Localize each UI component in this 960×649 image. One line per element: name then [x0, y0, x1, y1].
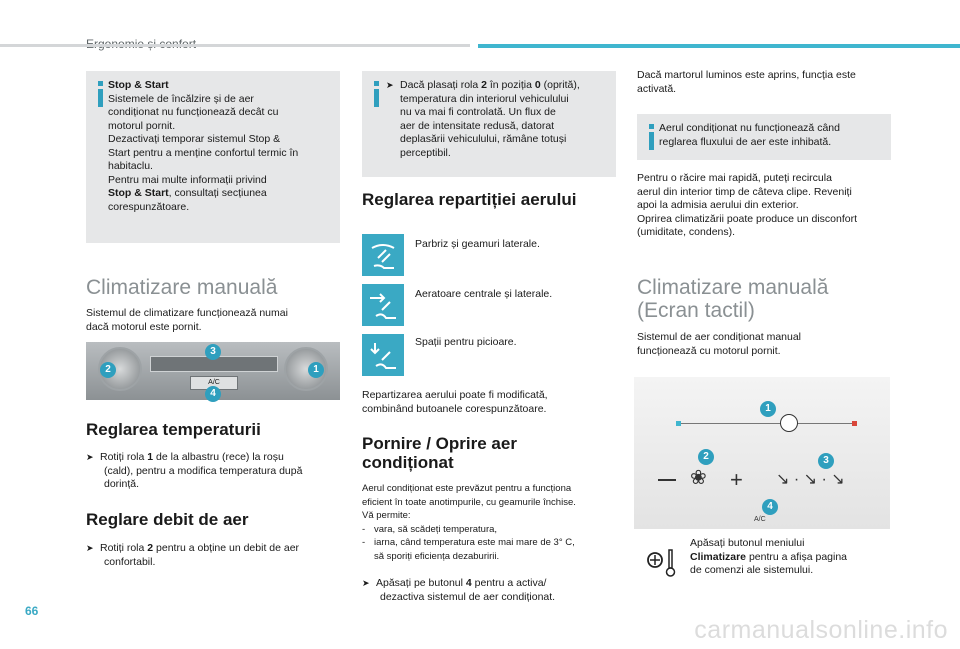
text: pentru a activa/: [471, 577, 547, 589]
heading-touch-climate: [637, 276, 828, 322]
text: Apăsați pe butonul: [376, 577, 466, 589]
heading-ac-on-off: [362, 434, 517, 472]
ac-bullet: să sporiți eficiența dezaburirii.: [374, 550, 500, 562]
info-icon: [645, 124, 659, 150]
note-line: corespunzătoare.: [108, 200, 190, 213]
stop-start-note: [86, 71, 340, 243]
note-line: motorul pornit.: [108, 119, 176, 132]
recirc-line: Pentru o răcire mai rapidă, puteți recircula: [637, 172, 832, 184]
text: Dacă plasați rola: [400, 79, 482, 91]
note-line: aer de intensitate redusă, datorat: [400, 119, 555, 132]
text-bold: 0: [534, 79, 541, 91]
text: pentru a afișa pagina: [746, 550, 848, 563]
text: iarna, când temperatura este mai mare de 3° C,: [374, 537, 575, 548]
page-number: 66: [25, 604, 39, 618]
text-bold: 2: [147, 542, 154, 554]
heading-line: Climatizare manuală: [637, 276, 829, 299]
bullet-icon: ➤: [86, 452, 94, 462]
header-divider-left: [0, 44, 470, 47]
text: de la albastru (rece) la roșu: [153, 451, 284, 463]
note-line: reglarea fluxului de aer este inhibată.: [659, 135, 832, 148]
heading-manual-climate: Climatizare manuală: [86, 276, 278, 299]
distribution-label: Parbriz și geamuri laterale.: [415, 238, 540, 250]
recirc-line: (umiditate, condens).: [637, 226, 736, 238]
heading-airflow: Reglare debit de aer: [86, 510, 249, 529]
face-vent-icon: [362, 284, 404, 326]
heading-air-distribution: Reglarea repartiției aerului: [362, 190, 577, 209]
ac-bullet: - iarna, când temperatura este mai mare de 3° C,: [362, 537, 575, 548]
ac-line: Vă permite:: [362, 510, 411, 521]
note-line: temperatura din interiorul vehiculului: [400, 92, 569, 105]
bullet-icon: ➤: [386, 80, 394, 90]
windscreen-icon: [362, 234, 404, 276]
temp-line: (cald), pentru a modifica temperatura după: [104, 464, 303, 477]
info-icon: [370, 81, 384, 107]
recirc-line: Oprirea climatizării poate produce un disconfort: [637, 212, 858, 225]
note-line: nu va mai fi controlată. Un flux de: [400, 106, 556, 118]
lamp-line: Dacă martorul luminos este aprins, funcția este: [637, 69, 856, 81]
bullet-icon: ➤: [362, 578, 370, 588]
intro-line: dacă motorul este pornit.: [86, 320, 202, 333]
heading-line: (Ecran tactil): [637, 299, 755, 322]
badge-3: 3: [818, 453, 834, 469]
intro-line: Sistemul de climatizare funcționează numai: [86, 307, 288, 319]
recirc-line: apoi la admisia aerului din exterior.: [637, 199, 799, 211]
text: pentru a obține un debit de aer: [153, 542, 300, 554]
lamp-line: activată.: [637, 82, 677, 95]
control-panel-image: [86, 342, 340, 400]
dist-line: Repartizarea aerului poate fi modificată,: [362, 389, 548, 401]
note-line: habitaclu.: [108, 160, 153, 172]
badge-2: 2: [100, 362, 116, 378]
note-line: condiționat nu funcționează decât cu: [108, 106, 279, 118]
note-line: [386, 79, 580, 93]
dist-line: combinând butoanele corespunzătoare.: [362, 402, 547, 415]
flow-line: [86, 542, 299, 556]
header-divider-right: [478, 44, 960, 48]
text: vara, să scădeți temperatura,: [374, 523, 498, 535]
cold-marker: [676, 421, 681, 426]
text: Rotiți rola: [100, 451, 148, 463]
ac-note: [637, 114, 891, 160]
temp-line: [86, 451, 302, 465]
menu-line: [690, 551, 847, 565]
slider-knob: [780, 414, 798, 432]
note-line: Pentru mai multe informații privind: [108, 173, 267, 186]
footwell-icon: [362, 334, 404, 376]
hot-marker: [852, 421, 857, 426]
fan-icon: ❀: [690, 467, 707, 489]
ac-button: A/C: [190, 376, 238, 390]
note-bold: Stop & Start: [108, 187, 169, 199]
text-bold: 2: [481, 79, 487, 91]
ac-line: eficient în toate anotimpurile, cu geamurile închise.: [362, 496, 576, 508]
press-line: dezactiva sistemul de aer condiționat.: [380, 590, 556, 603]
touchscreen-image: [634, 377, 890, 529]
badge-4: 4: [205, 386, 221, 402]
menu-line: de comenzi ale sistemului.: [690, 564, 814, 576]
info-icon: [94, 81, 108, 107]
text: (oprită),: [540, 79, 580, 91]
recirc-line: aerul din interior timp de câteva clipe. Reveniți: [637, 185, 852, 198]
temp-line: dorință.: [104, 478, 140, 490]
badge-2: 2: [698, 449, 714, 465]
ac-label: A/C: [754, 516, 766, 523]
note-line: [108, 187, 298, 201]
menu-line: Apăsați butonul meniului: [690, 537, 805, 549]
ac-bullet: - vara, să scădeți temperatura,: [362, 523, 498, 535]
note-line: deplasării vehiculului, rămâne totuși: [400, 133, 567, 145]
temperature-slider: [680, 423, 854, 424]
text-bold: 4: [465, 577, 472, 589]
note-line: Dezactivați temporar sistemul Stop &: [108, 133, 281, 145]
note-text: , consultați secțiunea: [168, 187, 267, 199]
minus-icon: [658, 479, 676, 481]
bullet-icon: ➤: [86, 543, 94, 553]
note-line: perceptibil.: [400, 146, 451, 159]
note-title: Stop & Start: [108, 79, 169, 91]
touch-line: Sistemul de aer condiționat manual: [637, 331, 802, 343]
press-line: [362, 577, 555, 591]
note-line: Sistemele de încălzire și de aer: [108, 92, 254, 105]
badge-3: 3: [205, 344, 221, 360]
text-bold: 1: [147, 451, 154, 463]
heading-temperature: Reglarea temperaturii: [86, 420, 261, 439]
badge-1: 1: [308, 362, 324, 378]
text-bold: Climatizare: [690, 550, 747, 563]
ac-line: Aerul condiționat este prevăzut pentru a funcționa: [362, 483, 572, 494]
text: în poziția: [486, 79, 535, 91]
roll-note: [362, 71, 616, 177]
heading-line: condiționat: [362, 453, 454, 472]
heading-line: Pornire / Oprire aer: [362, 434, 517, 453]
note-line: Start pentru a menține confortul termic în: [108, 146, 299, 159]
vent-icons: ↘ · ↘ · ↘: [776, 471, 845, 488]
note-line: Aerul condiționat nu funcționează când: [659, 122, 840, 134]
flow-line: confortabil.: [104, 555, 156, 568]
distribution-label: Spații pentru picioare.: [415, 336, 517, 348]
plus-icon: +: [730, 467, 743, 492]
touch-line: funcționează cu motorul pornit.: [637, 344, 781, 357]
text: Rotiți rola: [100, 542, 148, 554]
climate-menu-icon: [645, 546, 679, 580]
distribution-label: Aeratoare centrale și laterale.: [415, 288, 553, 300]
badge-4: 4: [762, 499, 778, 515]
badge-1: 1: [760, 401, 776, 417]
watermark: carmanualsonline.info: [694, 616, 948, 644]
